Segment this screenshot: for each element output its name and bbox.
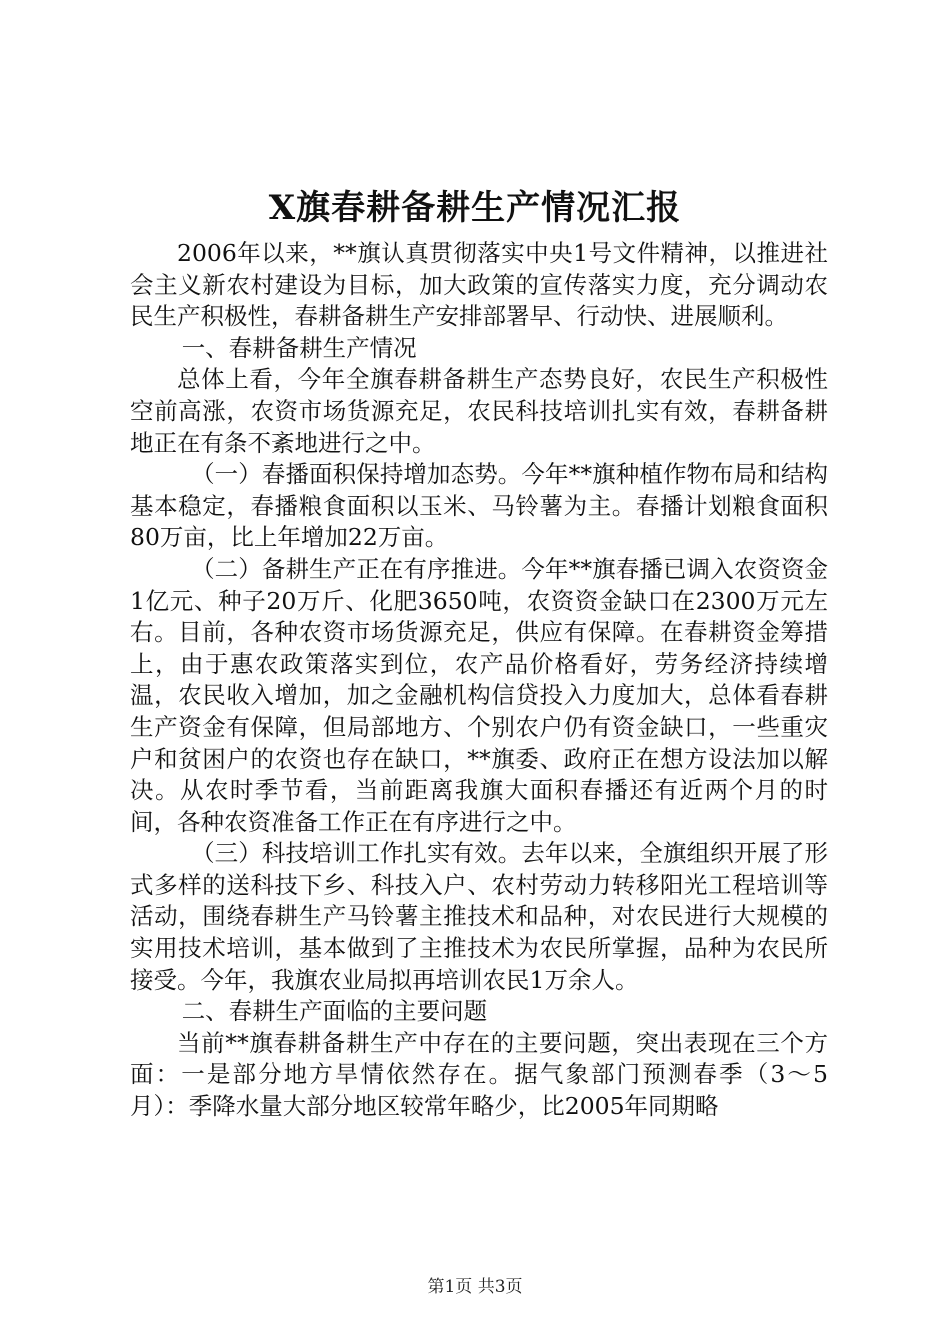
subsection-paragraph-3: （三）科技培训工作扎实有效。去年以来，全旗组织开展了形式多样的送科技下乡、科技入户、农村劳动力转移阳光工程培训等活动，围绕春耕生产马铃薯主推技术和品种，对农民进行大规模的实用技术培训，基本做到了主推技术为农民所掌握，品种为农民所接受。今年，我旗农业局拟再培训农民1万余人。 — [130, 839, 828, 994]
section-heading-2: 二、春耕生产面临的主要问题 — [181, 997, 488, 1026]
subsection-paragraph-2: （二）备耕生产正在有序推进。今年**旗春播已调入农资资金1亿元、种子20万斤、化肥3650吨，农资资金缺口在2300万元左右。目前，各种农资市场货源充足，供应有保障。在春耕资金筹措上，由于惠农政策落实到位，农产品价格看好，劳务经济持续增温，农民收入增加，加之金融机构信贷投入力度加大，总体看春耕生产资金有保障，但局部地方、个别农户仍有资金缺口，一些重灾户和贫困户的农资也存在缺口，**旗委、政府正在想方设法加以解决。从农时季节看，当前距离我旗大面积春播还有近两个月的时间，各种农资准备工作正在有序进行之中。 — [130, 554, 828, 836]
intro-paragraph: 2006年以来，**旗认真贯彻落实中央1号文件精神，以推进社会主义新农村建设为目标，加大政策的宣传落实力度，充分调动农民生产积极性，春耕备耕生产安排部署早、行动快、进展顺利。 — [130, 239, 828, 331]
document-body — [130, 238, 828, 1123]
document-title: X旗春耕备耕生产情况汇报 — [268, 188, 682, 228]
subsection-paragraph-1: （一）春播面积保持增加态势。今年**旗种植作物布局和结构基本稳定，春播粮食面积以玉米、马铃薯为主。春播计划粮食面积80万亩，比上年增加22万亩。 — [130, 460, 828, 552]
problems-paragraph: 当前**旗春耕备耕生产中存在的主要问题，突出表现在三个方面：一是部分地方旱情依然存在。据气象部门预测春季（3～5月）：季降水量大部分地区较常年略少，比2005年同期略 — [130, 1028, 828, 1121]
section-heading-1: 一、春耕备耕生产情况 — [181, 333, 417, 362]
overview-paragraph: 总体上看，今年全旗春耕备耕生产态势良好，农民生产积极性空前高涨，农资市场货源充足，农民科技培训扎实有效，春耕备耕地正在有条不紊地进行之中。 — [130, 365, 828, 457]
page-number: 第1页 共3页 — [427, 1277, 523, 1297]
